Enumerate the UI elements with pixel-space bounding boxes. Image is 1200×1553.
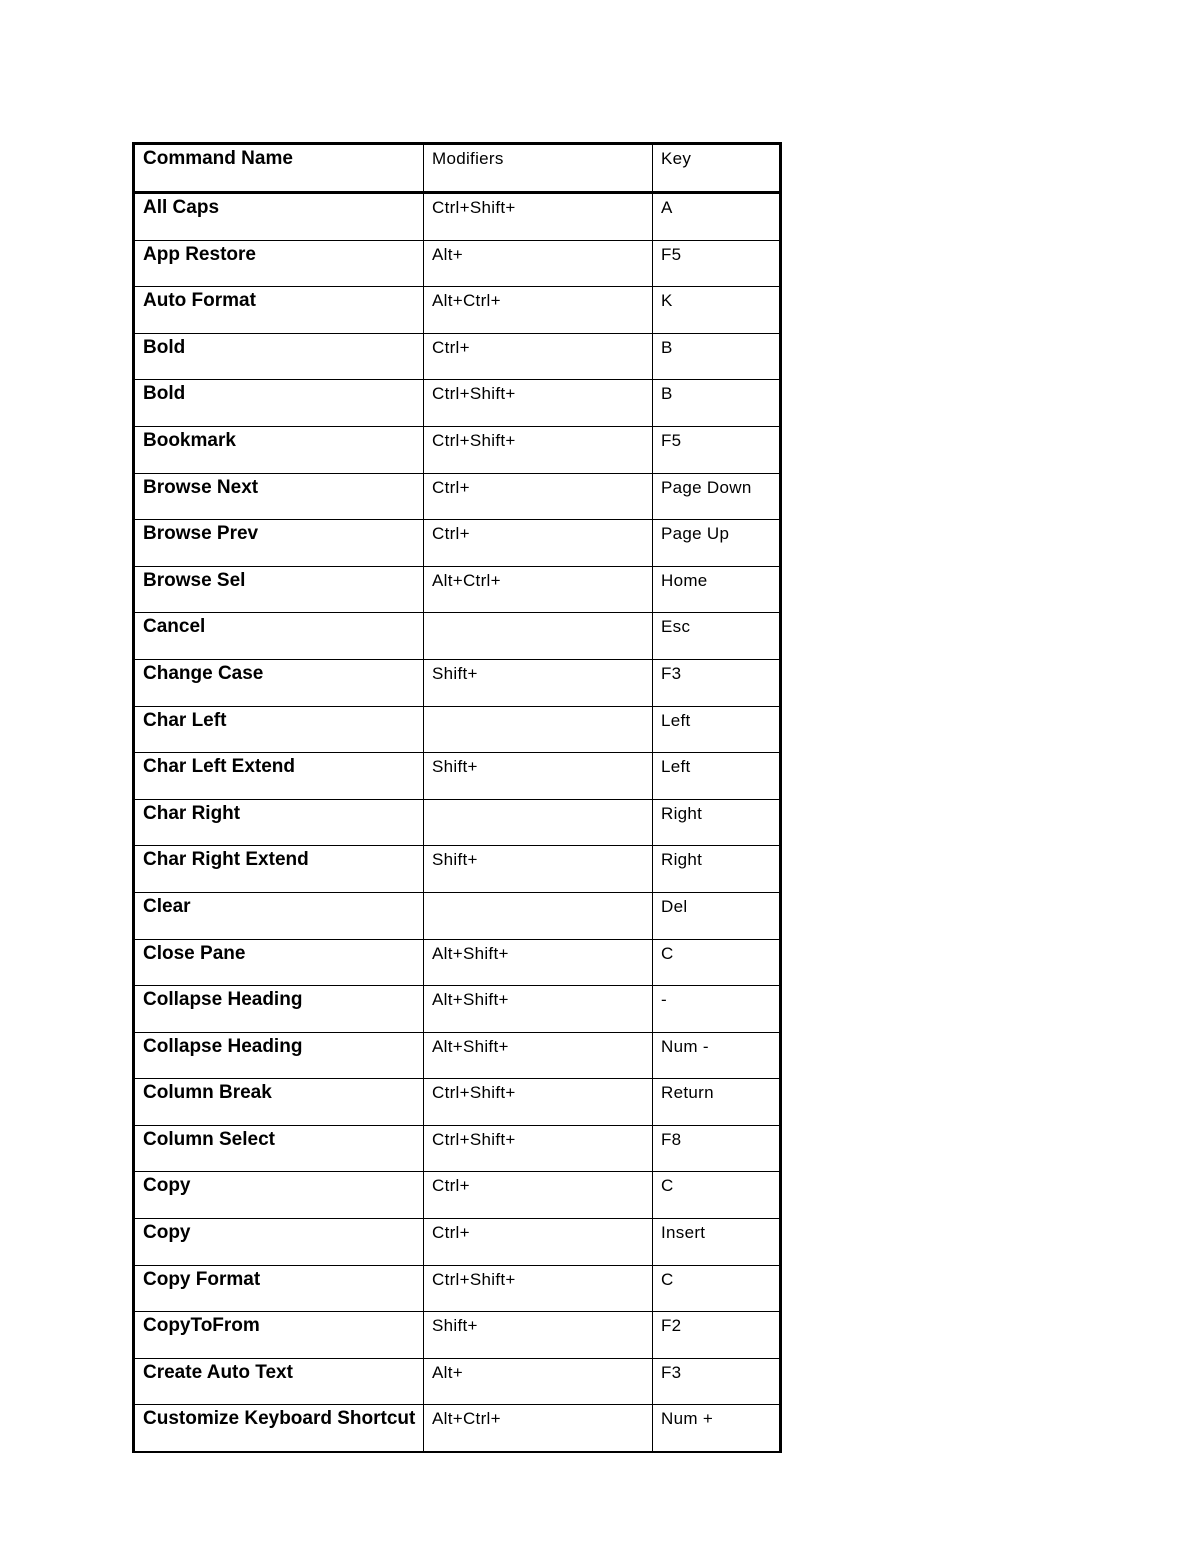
modifiers-cell: Ctrl+ bbox=[424, 473, 653, 520]
command-name-cell: Cancel bbox=[134, 613, 424, 660]
key-cell: Num + bbox=[653, 1405, 781, 1452]
key-cell: C bbox=[653, 1172, 781, 1219]
modifiers-cell: Alt+Ctrl+ bbox=[424, 287, 653, 334]
command-name-cell: Char Right bbox=[134, 799, 424, 846]
modifiers-cell: Shift+ bbox=[424, 1312, 653, 1359]
key-cell: Page Up bbox=[653, 520, 781, 567]
command-name-cell: Copy bbox=[134, 1172, 424, 1219]
command-name-cell: Customize Keyboard Shortcut bbox=[134, 1405, 424, 1452]
modifiers-cell: Alt+Shift+ bbox=[424, 986, 653, 1033]
modifiers-cell: Alt+Shift+ bbox=[424, 1032, 653, 1079]
key-cell: Right bbox=[653, 846, 781, 893]
command-name-cell: Browse Next bbox=[134, 473, 424, 520]
command-name-cell: Collapse Heading bbox=[134, 986, 424, 1033]
key-cell: F8 bbox=[653, 1125, 781, 1172]
key-cell: F5 bbox=[653, 426, 781, 473]
table-row bbox=[134, 1079, 781, 1126]
header-key: Key bbox=[653, 144, 781, 193]
modifiers-cell: Alt+ bbox=[424, 1358, 653, 1405]
key-cell: - bbox=[653, 986, 781, 1033]
table-row bbox=[134, 1125, 781, 1172]
command-name-cell: Collapse Heading bbox=[134, 1032, 424, 1079]
header-modifiers: Modifiers bbox=[424, 144, 653, 193]
table-row bbox=[134, 753, 781, 800]
modifiers-cell: Ctrl+ bbox=[424, 520, 653, 567]
key-cell: Page Down bbox=[653, 473, 781, 520]
command-name-cell: Char Left Extend bbox=[134, 753, 424, 800]
table-row bbox=[134, 1172, 781, 1219]
table-row bbox=[134, 1219, 781, 1266]
key-cell: B bbox=[653, 380, 781, 427]
key-cell: F5 bbox=[653, 240, 781, 287]
command-name-cell: Auto Format bbox=[134, 287, 424, 334]
key-cell: C bbox=[653, 939, 781, 986]
modifiers-cell: Ctrl+Shift+ bbox=[424, 426, 653, 473]
command-name-cell: Char Left bbox=[134, 706, 424, 753]
table-row bbox=[134, 939, 781, 986]
command-name-cell: Bold bbox=[134, 333, 424, 380]
key-cell: Left bbox=[653, 706, 781, 753]
table-row bbox=[134, 473, 781, 520]
key-cell: F3 bbox=[653, 659, 781, 706]
key-cell: K bbox=[653, 287, 781, 334]
table-row bbox=[134, 1405, 781, 1452]
command-name-cell: Close Pane bbox=[134, 939, 424, 986]
table-row bbox=[134, 1358, 781, 1405]
key-cell: Left bbox=[653, 753, 781, 800]
command-name-cell: Column Select bbox=[134, 1125, 424, 1172]
key-cell: Return bbox=[653, 1079, 781, 1126]
key-cell: Insert bbox=[653, 1219, 781, 1266]
modifiers-cell: Alt+ bbox=[424, 240, 653, 287]
key-cell: Esc bbox=[653, 613, 781, 660]
header-command-name: Command Name bbox=[134, 144, 424, 193]
command-name-cell: Bookmark bbox=[134, 426, 424, 473]
command-name-cell: Create Auto Text bbox=[134, 1358, 424, 1405]
table-row bbox=[134, 1265, 781, 1312]
modifiers-cell: Alt+Ctrl+ bbox=[424, 1405, 653, 1452]
table-row bbox=[134, 613, 781, 660]
table-row bbox=[134, 659, 781, 706]
key-cell: A bbox=[653, 193, 781, 241]
command-name-cell: Copy bbox=[134, 1219, 424, 1266]
modifiers-cell: Ctrl+Shift+ bbox=[424, 1079, 653, 1126]
command-name-cell: Change Case bbox=[134, 659, 424, 706]
table-row bbox=[134, 1312, 781, 1359]
key-cell: Num - bbox=[653, 1032, 781, 1079]
table-row bbox=[134, 799, 781, 846]
modifiers-cell: Shift+ bbox=[424, 753, 653, 800]
header-row bbox=[134, 144, 781, 193]
modifiers-cell: Ctrl+ bbox=[424, 333, 653, 380]
key-cell: B bbox=[653, 333, 781, 380]
key-cell: F2 bbox=[653, 1312, 781, 1359]
table-body bbox=[134, 193, 781, 1453]
modifiers-cell: Alt+Shift+ bbox=[424, 939, 653, 986]
key-cell: Home bbox=[653, 566, 781, 613]
command-name-cell: Clear bbox=[134, 892, 424, 939]
table-row bbox=[134, 333, 781, 380]
modifiers-cell bbox=[424, 613, 653, 660]
table-row bbox=[134, 426, 781, 473]
command-name-cell: CopyToFrom bbox=[134, 1312, 424, 1359]
modifiers-cell bbox=[424, 799, 653, 846]
modifiers-cell: Ctrl+ bbox=[424, 1219, 653, 1266]
modifiers-cell bbox=[424, 892, 653, 939]
key-cell: C bbox=[653, 1265, 781, 1312]
command-name-cell: All Caps bbox=[134, 193, 424, 241]
command-name-cell: Bold bbox=[134, 380, 424, 427]
modifiers-cell bbox=[424, 706, 653, 753]
command-name-cell: Browse Prev bbox=[134, 520, 424, 567]
table-row bbox=[134, 986, 781, 1033]
key-cell: Right bbox=[653, 799, 781, 846]
modifiers-cell: Ctrl+ bbox=[424, 1172, 653, 1219]
modifiers-cell: Ctrl+Shift+ bbox=[424, 1125, 653, 1172]
table-row bbox=[134, 240, 781, 287]
table-row bbox=[134, 566, 781, 613]
modifiers-cell: Ctrl+Shift+ bbox=[424, 1265, 653, 1312]
command-name-cell: App Restore bbox=[134, 240, 424, 287]
command-name-cell: Copy Format bbox=[134, 1265, 424, 1312]
modifiers-cell: Shift+ bbox=[424, 846, 653, 893]
table-row bbox=[134, 287, 781, 334]
modifiers-cell: Ctrl+Shift+ bbox=[424, 193, 653, 241]
table-row bbox=[134, 706, 781, 753]
modifiers-cell: Ctrl+Shift+ bbox=[424, 380, 653, 427]
modifiers-cell: Shift+ bbox=[424, 659, 653, 706]
table-row bbox=[134, 846, 781, 893]
shortcut-table bbox=[132, 142, 782, 1453]
key-cell: Del bbox=[653, 892, 781, 939]
command-name-cell: Char Right Extend bbox=[134, 846, 424, 893]
table-row bbox=[134, 380, 781, 427]
table-header bbox=[134, 144, 781, 193]
table-row bbox=[134, 1032, 781, 1079]
key-cell: F3 bbox=[653, 1358, 781, 1405]
table-row bbox=[134, 193, 781, 241]
command-name-cell: Column Break bbox=[134, 1079, 424, 1126]
modifiers-cell: Alt+Ctrl+ bbox=[424, 566, 653, 613]
table-row bbox=[134, 520, 781, 567]
command-name-cell: Browse Sel bbox=[134, 566, 424, 613]
table-row bbox=[134, 892, 781, 939]
